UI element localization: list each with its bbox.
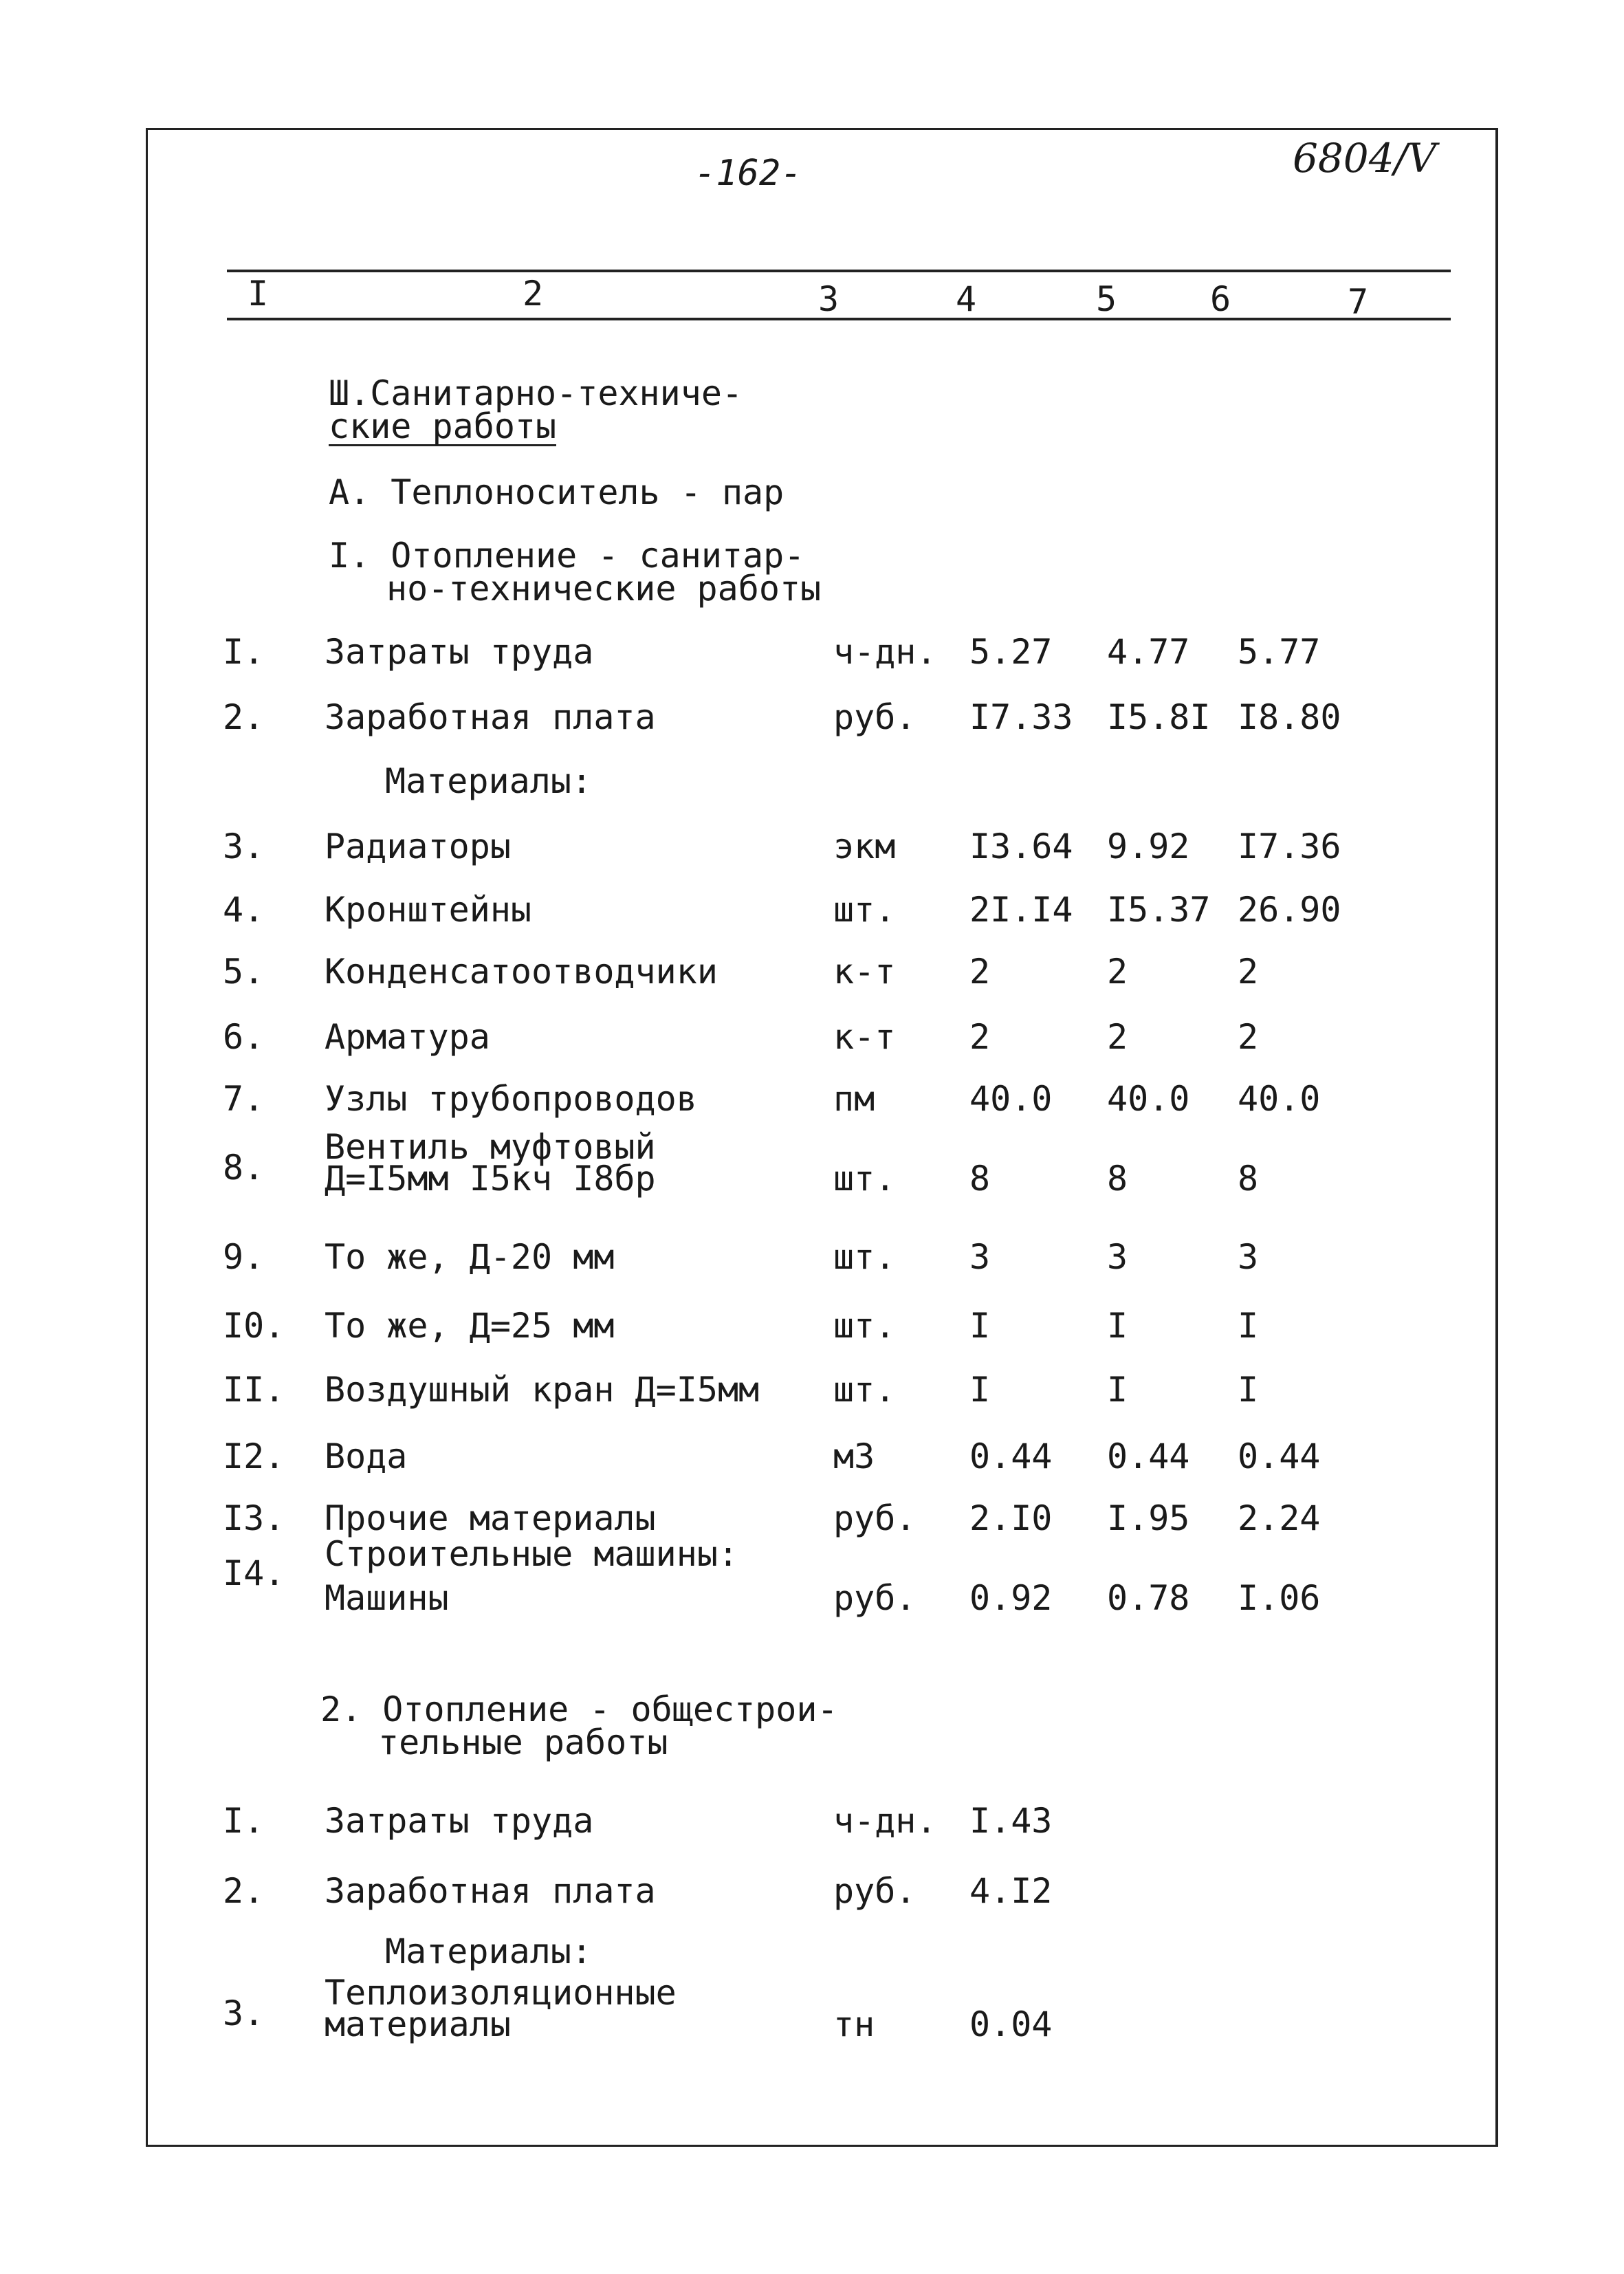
subsection-heading: А. Теплоноситель - пар <box>329 472 784 512</box>
row-value-c5: 8 <box>1107 1159 1128 1199</box>
row-value-c6: I <box>1238 1306 1259 1346</box>
row-name: Арматура <box>325 1017 490 1057</box>
row-unit: к-т <box>833 952 896 992</box>
row-name: Затраты труда <box>325 1801 594 1841</box>
row-unit: м3 <box>833 1436 875 1476</box>
row-name: То же, Д=25 мм <box>325 1306 615 1346</box>
column-header-5: 5 <box>1096 279 1117 319</box>
row-value-c5: I.95 <box>1107 1498 1190 1538</box>
row-value-c4: I <box>969 1370 991 1410</box>
column-header-2: 2 <box>523 274 544 314</box>
row-value-c6: 3 <box>1238 1237 1259 1277</box>
row-value-c4: I3.64 <box>969 827 1073 866</box>
row-name: Заработная плата <box>325 697 656 737</box>
group-1-title <box>329 536 822 609</box>
row-value-c5: 4.77 <box>1107 632 1190 672</box>
column-header-4: 4 <box>956 279 977 319</box>
section-title-line-1: Ш.Санитарно-техниче- <box>329 373 743 413</box>
row-unit: шт. <box>833 1159 896 1199</box>
row-value-c5: I <box>1107 1370 1128 1410</box>
row-unit: шт. <box>833 1370 896 1410</box>
row-value-c4: 0.92 <box>969 1578 1053 1618</box>
row-value-c6: I.06 <box>1238 1578 1321 1618</box>
row-value-c4: 40.0 <box>969 1079 1053 1119</box>
row-value-c4: 8 <box>969 1159 991 1199</box>
row-value-c4: 2 <box>969 952 991 992</box>
row-number: 6. <box>223 1017 265 1057</box>
column-header-6: 6 <box>1210 279 1231 319</box>
row-number: 3. <box>223 1993 265 2033</box>
row-name: Воздушный кран Д=I5мм <box>325 1370 760 1410</box>
column-header-7: 7 <box>1348 282 1369 322</box>
row-number: 2. <box>223 1871 265 1911</box>
row-number: 5. <box>223 952 265 992</box>
row-value-c6: 2 <box>1238 1017 1259 1057</box>
row-value-c5: I5.8I <box>1107 697 1211 737</box>
row-name-line: Машины <box>325 1578 449 1618</box>
row-value-c4: 3 <box>969 1237 991 1277</box>
row-unit: экм <box>833 827 896 866</box>
row-unit: шт. <box>833 1306 896 1346</box>
row-unit: к-т <box>833 1017 896 1057</box>
row-name: Кронштейны <box>325 890 532 930</box>
row-value-c4: I7.33 <box>969 697 1073 737</box>
column-header-1: I <box>248 274 269 314</box>
row-value-c5: 2 <box>1107 952 1128 992</box>
row-value-c6: I8.80 <box>1238 697 1341 737</box>
row-name: Вода <box>325 1436 408 1476</box>
row-unit: ч-дн. <box>833 632 937 672</box>
row-value-c6: 26.90 <box>1238 890 1341 930</box>
row-value-c6: 40.0 <box>1238 1079 1321 1119</box>
row-number: I3. <box>223 1498 285 1538</box>
row-value-c5: 0.44 <box>1107 1436 1190 1476</box>
row-unit: тн <box>833 2004 875 2044</box>
row-unit: пм <box>833 1079 875 1119</box>
column-header-3: 3 <box>818 279 840 319</box>
row-value-c4: 0.04 <box>969 2004 1053 2044</box>
row-unit: руб. <box>833 1578 917 1618</box>
row-name-line: материалы <box>325 2004 511 2044</box>
row-unit: руб. <box>833 1871 917 1911</box>
row-number: 9. <box>223 1237 265 1277</box>
row-name-line: Д=I5мм I5кч I8бр <box>325 1159 656 1199</box>
group-2-title-line-2: тельные работы <box>378 1723 668 1762</box>
document-number: 6804/V <box>1293 135 1437 182</box>
row-value-c4: 2 <box>969 1017 991 1057</box>
row-value-c5: 9.92 <box>1107 827 1190 866</box>
header-top-rule <box>227 270 1451 272</box>
row-name: Прочие материалы <box>325 1498 656 1538</box>
row-number: 7. <box>223 1079 265 1119</box>
materials-label: Материалы: <box>385 1932 593 1971</box>
row-value-c4: 5.27 <box>969 632 1053 672</box>
row-value-c6: I <box>1238 1370 1259 1410</box>
row-name: Затраты труда <box>325 632 594 672</box>
row-number: II. <box>223 1370 285 1410</box>
row-name-line: Теплоизоляционные <box>325 1973 677 2013</box>
row-name: Заработная плата <box>325 1871 656 1911</box>
row-number: I2. <box>223 1436 285 1476</box>
row-value-c5: 2 <box>1107 1017 1128 1057</box>
row-unit: ч-дн. <box>833 1801 937 1841</box>
row-value-c6: 0.44 <box>1238 1436 1321 1476</box>
group-2-title-line-1: 2. Отопление - общестрои- <box>320 1690 838 1729</box>
section-title <box>329 373 743 446</box>
row-value-c4: I.43 <box>969 1801 1053 1841</box>
page-number: -162- <box>694 153 802 194</box>
row-value-c6: I7.36 <box>1238 827 1341 866</box>
section-title-line-2: ские работы <box>329 406 557 446</box>
row-value-c4: 4.I2 <box>969 1871 1053 1911</box>
row-value-c5: I <box>1107 1306 1128 1346</box>
row-value-c6: 8 <box>1238 1159 1259 1199</box>
row-number: 2. <box>223 697 265 737</box>
row-unit: руб. <box>833 697 917 737</box>
row-unit: руб. <box>833 1498 917 1538</box>
group-2-title <box>320 1690 838 1762</box>
row-number: 4. <box>223 890 265 930</box>
row-number: 3. <box>223 827 265 866</box>
row-value-c5: 0.78 <box>1107 1578 1190 1618</box>
row-unit: шт. <box>833 1237 896 1277</box>
row-unit: шт. <box>833 890 896 930</box>
row-name-line: Вентиль муфтовый <box>325 1127 656 1167</box>
row-name: Узлы трубопроводов <box>325 1079 697 1119</box>
row-value-c5: 40.0 <box>1107 1079 1190 1119</box>
row-value-c4: 2I.I4 <box>969 890 1073 930</box>
row-value-c4: I <box>969 1306 991 1346</box>
row-value-c6: 2.24 <box>1238 1498 1321 1538</box>
row-number: 8. <box>223 1148 265 1188</box>
materials-label: Материалы: <box>385 761 593 801</box>
group-1-title-line-2: но-технические работы <box>386 569 822 609</box>
row-name: Радиаторы <box>325 827 511 866</box>
row-number: I. <box>223 1801 265 1841</box>
row-value-c4: 2.I0 <box>969 1498 1053 1538</box>
row-name-line: Строительные машины: <box>325 1534 739 1574</box>
row-name: Конденсатоотводчики <box>325 952 718 992</box>
row-value-c5: I5.37 <box>1107 890 1211 930</box>
row-number: I4. <box>223 1553 285 1593</box>
row-value-c6: 2 <box>1238 952 1259 992</box>
row-value-c4: 0.44 <box>969 1436 1053 1476</box>
row-name: То же, Д-20 мм <box>325 1237 615 1277</box>
group-1-title-line-1: I. Отопление - санитар- <box>329 536 805 576</box>
row-value-c6: 5.77 <box>1238 632 1321 672</box>
row-value-c5: 3 <box>1107 1237 1128 1277</box>
row-number: I. <box>223 632 265 672</box>
row-number: I0. <box>223 1306 285 1346</box>
